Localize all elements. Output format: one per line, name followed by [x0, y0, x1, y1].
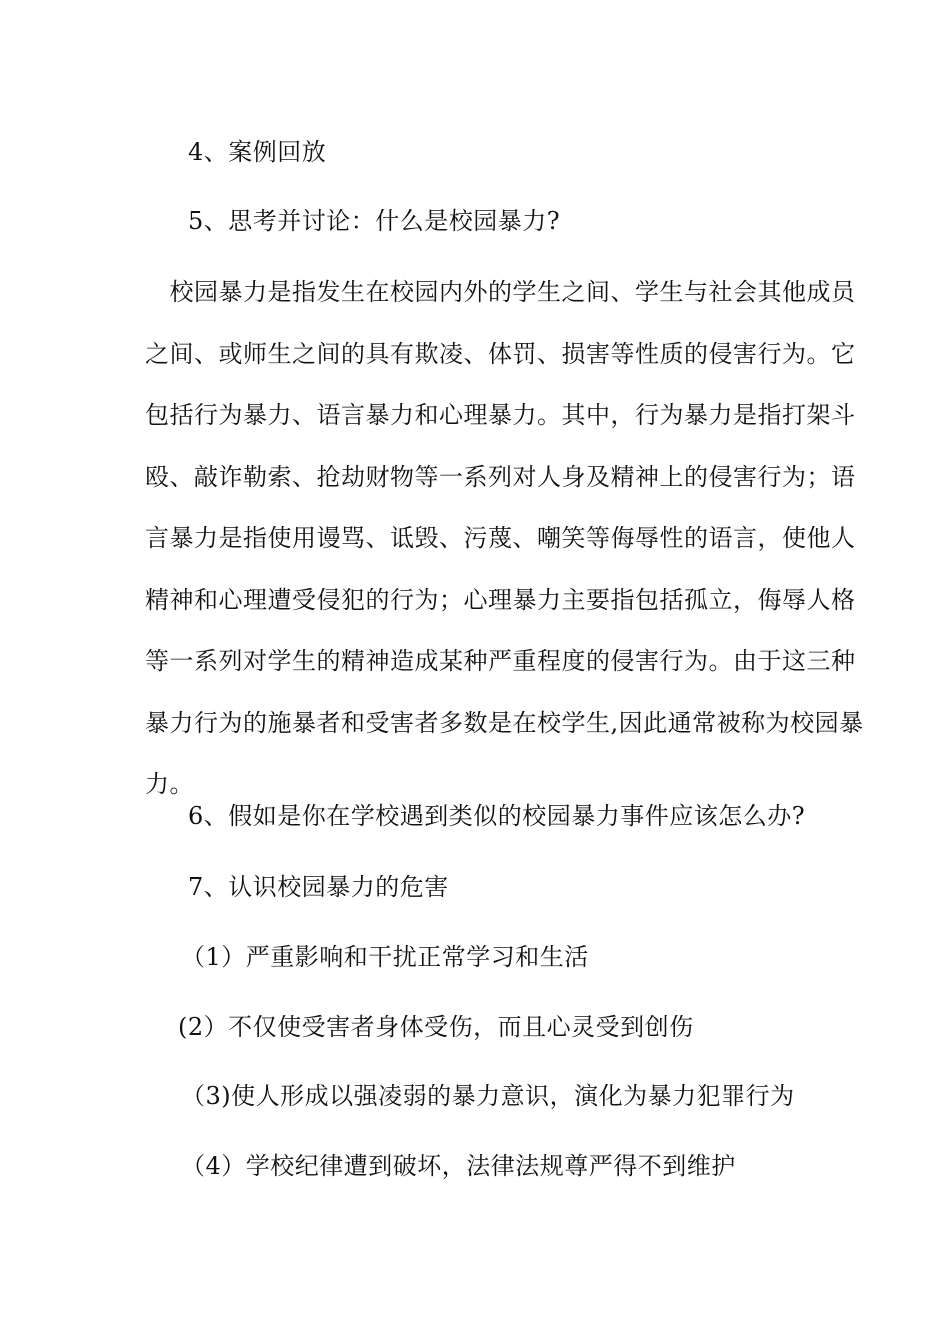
definition-line: 殴、敲诈勒索、抢劫财物等一系列对人身及精神上的侵害行为；语 [145, 462, 856, 491]
definition-line: 暴力行为的施暴者和受害者多数是在校学生,因此通常被称为校园暴 [145, 708, 864, 737]
item-5-discussion-question: 5、思考并讨论：什么是校园暴力? [188, 207, 561, 235]
definition-line: 包括行为暴力、语言暴力和心理暴力。其中，行为暴力是指打架斗 [145, 401, 856, 429]
item-4-case-review: 4、案例回放 [188, 138, 327, 166]
harm-item-2: (2）不仅使受害者身体受伤，而且心灵受到创伤 [178, 1013, 694, 1041]
definition-line: 之间、或师生之间的具有欺凌、体罚、损害等性质的侵害行为。它 [145, 339, 856, 368]
harm-item-4: （4）学校纪律遭到破坏，法律法规尊严得不到维护 [181, 1152, 736, 1180]
definition-line: 精神和心理遭受侵犯的行为；心理暴力主要指包括孤立，侮辱人格 [145, 585, 856, 614]
item-7-harms-heading: 7、认识校园暴力的危害 [188, 873, 449, 901]
item-6-what-to-do: 6、假如是你在学校遇到类似的校园暴力事件应该怎么办? [188, 802, 806, 830]
harm-item-3: （3)使人形成以强凌弱的暴力意识，演化为暴力犯罪行为 [181, 1082, 795, 1110]
definition-line: 校园暴力是指发生在校园内外的学生之间、学生与社会其他成员 [145, 278, 856, 306]
definition-line: 力。 [145, 770, 194, 798]
definition-line: 言暴力是指使用谩骂、诋毁、污蔑、嘲笑等侮辱性的语言，使他人 [145, 524, 856, 552]
harm-item-1: （1）严重影响和干扰正常学习和生活 [181, 943, 589, 971]
definition-paragraph [145, 262, 864, 816]
definition-line: 等一系列对学生的精神造成某种严重程度的侵害行为。由于这三种 [145, 647, 856, 675]
